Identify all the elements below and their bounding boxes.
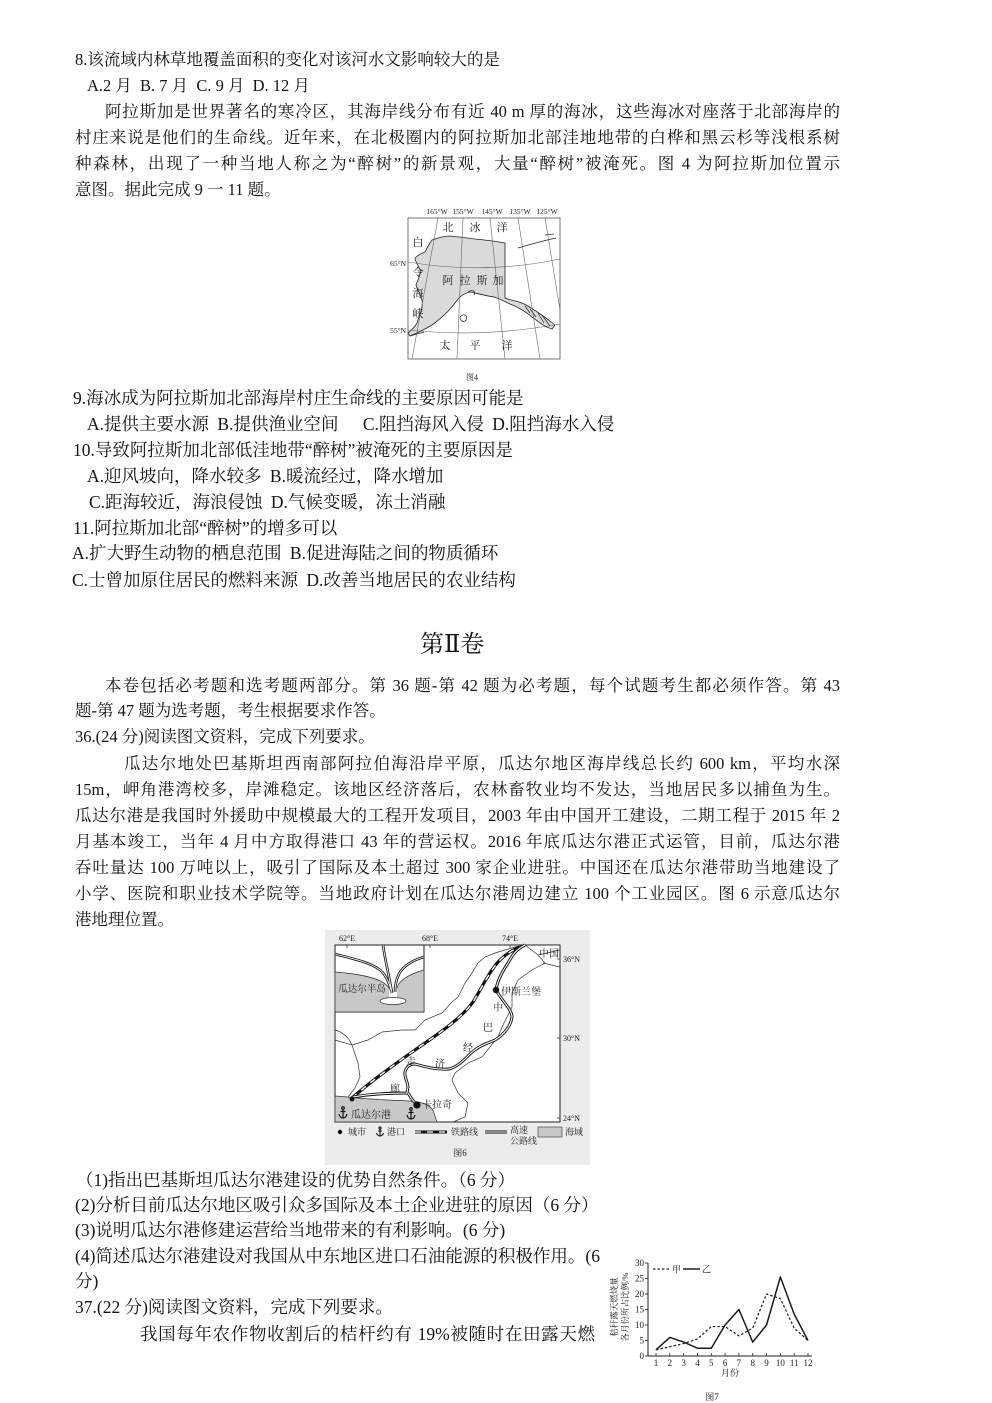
figure4-alaska-map — [380, 205, 570, 387]
x-tick-label: 6 — [722, 1358, 728, 1368]
lat-label: 65°N — [390, 259, 406, 268]
q8-option-d: D. 12 月 — [252, 76, 310, 95]
bering-strait-label: 令 — [412, 267, 424, 279]
legend-highway-label: 高速 — [510, 1125, 529, 1135]
lon-label: 74°E — [501, 934, 519, 943]
y-tick-label: 25 — [635, 1273, 644, 1284]
arctic-ocean-label: 洋 — [496, 222, 508, 234]
q37-stem: 37.(22 分)阅读图文资料，完成下列要求。 — [75, 1297, 393, 1317]
karachi-city-dot — [413, 1101, 420, 1108]
x-tick-label: 2 — [667, 1358, 673, 1368]
pacific-ocean-label: 太 — [439, 340, 451, 352]
q36-subquestion-cont: 分) — [75, 1271, 99, 1291]
q9-option-b: B.提供渔业空间 — [217, 414, 339, 434]
bering-strait-label: 峡 — [412, 308, 424, 320]
alaska-label: 阿 — [442, 275, 454, 287]
lat-label: 24°N — [563, 1114, 580, 1123]
legend-city-icon — [338, 1130, 342, 1134]
legend-railway-label: 铁路线 — [451, 1127, 479, 1137]
figure7-line-chart — [605, 1255, 825, 1403]
figure6-gwadar-map — [325, 930, 590, 1165]
q9-option-c: C.阻挡海风入侵 — [362, 414, 484, 434]
q9-options — [87, 411, 618, 437]
inset-peninsula-label: 瓜达尔半岛 — [338, 985, 386, 995]
corridor-label: 走 — [406, 1057, 416, 1068]
q10-stem: 10.导致阿拉斯加北部低洼地带“醉树”被淹死的主要原因是 — [73, 440, 513, 460]
corridor-label: 廊 — [390, 1084, 400, 1095]
q36-subquestion: (2)分析目前瓜达尔地区吸引众多国际及本土企业进驻的原因（6 分） — [75, 1195, 599, 1215]
x-tick-label: 10 — [775, 1358, 785, 1368]
pacific-ocean-label: 平 — [469, 340, 481, 352]
legend-sea-label: 海域 — [565, 1127, 584, 1137]
q11-option-b: B.促进海陆之间的物质循环 — [289, 543, 499, 563]
q10-options-row — [87, 463, 447, 489]
y-tick-label: 20 — [635, 1289, 644, 1299]
arctic-ocean-label: 冰 — [469, 222, 481, 234]
q8-option-a: A.2 月 — [87, 76, 132, 95]
q8-options — [87, 73, 314, 99]
q8-stem: 8.该流域内林草地覆盖面积的变化对该河水文影响较大的是 — [75, 50, 500, 69]
x-axis-label: 月份 — [720, 1368, 740, 1378]
series-line-yi — [656, 1277, 808, 1350]
legend-series-jia-label: 甲 — [672, 1264, 682, 1275]
y-tick-label: 5 — [639, 1335, 644, 1346]
x-tick-label: 1 — [653, 1358, 659, 1368]
bering-strait-label: 白 — [412, 237, 424, 249]
q9-option-d: D.阻挡海水入侵 — [492, 414, 615, 434]
q36-subquestion: (4)简述瓜达尔港建设对我国从中东地区进口石油能源的积极作用。(6 — [75, 1246, 600, 1266]
gwadar-peninsula-inset — [335, 945, 424, 1012]
lon-label: 125°W — [536, 207, 558, 216]
q36-passage-line: 港地理位置。 — [75, 910, 174, 929]
bering-strait-label: 海 — [412, 288, 424, 300]
q36-passage-line: 瓜达尔港是我国时外援助中规模最大的工程开发项目，2003 年由中国开工建设，二期工程于 2015 年 2 — [75, 806, 840, 825]
x-tick-label: 4 — [695, 1358, 700, 1368]
y-tick-label: 30 — [635, 1258, 644, 1268]
lon-label: 155°W — [452, 207, 474, 216]
q36-passage-line: 月基本竣工，当年 4 月中方取得港口 43 年的营运权。2016 年底瓜达尔港正式运管，目前，瓜达尔港 — [75, 832, 840, 851]
lon-label: 145°W — [481, 207, 503, 216]
q9-option-a: A.提供主要水源 — [87, 414, 210, 434]
q11-option-c: C.士曾加原住居民的燃料来源 — [72, 570, 299, 590]
q11-option-a: A.扩大野生动物的栖息范围 — [72, 543, 282, 563]
y-tick-label: 0 — [639, 1351, 644, 1361]
gwadar-port-label: 瓜达尔港 — [351, 1110, 391, 1121]
figure6-caption: 图6 — [453, 1148, 467, 1158]
q36-stem: 36.(24 分)阅读图文资料，完成下列要求。 — [75, 727, 375, 746]
q36-passage-line: 小学、医院和职业技术学院等。当地政府计划在瓜达尔港周边建立 100 个工业园区。图 6 示意瓜达尔 — [75, 884, 840, 903]
alaska-passage-line: 种森林，出现了一种当地人称之为“醉树”的新景观，大量“醉树”被淹死。图 4 为阿拉斯加位置示 — [75, 154, 840, 173]
legend-port-label: 港口 — [387, 1127, 406, 1137]
lat-label: 36°N — [563, 955, 580, 964]
q37-passage-line: 我国每年农作物收割后的桔杆约有 19%被随时在田露天燃 — [140, 1324, 595, 1344]
latitude-labels — [390, 259, 406, 335]
karachi-label: 卡拉奇 — [422, 1100, 452, 1111]
gwadar-city-dot — [350, 1097, 355, 1102]
lon-label: 165°W — [426, 207, 448, 216]
pacific-ocean-label: 洋 — [501, 340, 513, 352]
legend-highway-label: 公路线 — [510, 1136, 538, 1146]
x-tick-label: 3 — [681, 1358, 686, 1368]
q36-passage-line: 15m，岬角港湾校多，岸滩稳定。该地区经济落后，农林畜牧业均不发达，当地居民多以捕鱼为生。 — [75, 780, 840, 799]
q10-option-b: B.暖流经过，降水增加 — [269, 466, 444, 486]
q36-passage-line: 吞吐量达 100 万吨以上，吸引了国际及本土超过 300 家企业进驻。中国还在瓜达尔港带助当地建设了 — [75, 858, 840, 877]
q36-subquestion: (3)说明瓜达尔港修建运营给当地带来的有利影响。(6 分) — [75, 1220, 506, 1240]
x-tick-label: 12 — [803, 1358, 813, 1368]
islamabad-city-dot — [493, 987, 499, 993]
series-line-jia — [656, 1294, 808, 1350]
corridor-label: 中 — [493, 1003, 503, 1014]
q9-stem: 9.海冰成为阿拉斯加北部海岸村庄生命线的主要原因可能是 — [73, 388, 524, 408]
q11-stem: 11.阿拉斯加北部“醉树”的增多可以 — [73, 518, 338, 538]
q10-options-row — [89, 489, 449, 515]
corridor-label: 巴 — [483, 1023, 493, 1034]
q11-options-row — [72, 567, 520, 593]
chart-axes — [635, 1258, 813, 1368]
q36-passage-line: 瓜达尔地处巴基斯坦西南部阿拉伯海沿岸平原，瓜达尔地区海岸线总长约 600 km，平均水深 — [124, 754, 840, 773]
china-label: 中国 — [539, 949, 559, 960]
longitude-labels — [426, 207, 558, 216]
lon-label: 62°E — [338, 934, 356, 943]
q8-option-b: B. 7 月 — [140, 76, 189, 95]
y-tick-label: 10 — [635, 1320, 644, 1330]
alaska-label: 斯 — [476, 275, 488, 287]
y-axis-label-line1: 秸秆露天燃烧量 — [609, 1277, 619, 1337]
corridor-label: 经 — [463, 1043, 473, 1054]
section-title: 第Ⅱ卷 — [420, 632, 485, 658]
section-intro-line: 题-第 47 题为选考题，考生根据要求作答。 — [75, 701, 386, 720]
lon-label: 135°W — [509, 207, 531, 216]
alaska-passage-line: 阿拉斯加是世界著名的寒冷区，其海岸线分布有近 40 m 厚的海冰，这些海冰对座落于北部海岸的 — [105, 102, 840, 121]
alaska-passage-line: 意图。据此完成 9 一 11 题。 — [75, 180, 281, 199]
alaska-label: 拉 — [459, 275, 471, 287]
figure4-caption: 图4 — [466, 373, 478, 382]
alaska-label: 加 — [492, 275, 504, 287]
figure7-caption: 图7 — [705, 1392, 719, 1402]
legend-city-label: 城市 — [348, 1127, 367, 1137]
y-axis-label-line2: 各月份所占比例/% — [620, 1272, 630, 1342]
x-tick-label: 7 — [736, 1358, 742, 1368]
q11-options-row — [72, 540, 502, 566]
corridor-label: 济 — [435, 1059, 445, 1070]
section-intro-line: 本卷包括必考题和选考题两部分。第 36 题-第 42 题为必考题，每个试题考生都必须作答。第 43 — [105, 676, 840, 695]
q8-option-c: C. 9 月 — [196, 76, 245, 95]
q10-option-d: D.气候变暖，冻土消融 — [270, 492, 446, 512]
arctic-ocean-label: 北 — [442, 222, 454, 234]
y-tick-label: 15 — [635, 1304, 644, 1315]
alaska-passage-line: 村庄来说是他们的生命线。近年来，在北极圈内的阿拉斯加北部洼地地带的白桦和黑云杉等浅根系树 — [75, 128, 840, 147]
lat-label: 55°N — [390, 326, 406, 335]
x-tick-label: 9 — [764, 1358, 769, 1368]
lon-label: 68°E — [421, 934, 439, 943]
x-tick-label: 8 — [750, 1358, 755, 1368]
q10-option-c: C.距海较近，海浪侵蚀 — [89, 492, 263, 512]
legend-sea-swatch — [538, 1127, 562, 1137]
q10-option-a: A.迎风坡向，降水较多 — [87, 466, 262, 486]
lat-label: 30°N — [563, 1034, 580, 1043]
islamabad-label: 伊斯兰堡 — [501, 987, 541, 998]
chart-series — [655, 1276, 809, 1351]
q11-option-d: D.改善当地居民的农业结构 — [306, 570, 516, 590]
legend-series-yi-label: 乙 — [702, 1264, 712, 1275]
chart-legend — [653, 1265, 711, 1275]
x-tick-label: 5 — [709, 1358, 714, 1368]
q36-subquestion: （1)指出巴基斯坦瓜达尔港建设的优势自然条件。（6 分） — [76, 1170, 515, 1190]
x-tick-label: 11 — [789, 1358, 799, 1368]
